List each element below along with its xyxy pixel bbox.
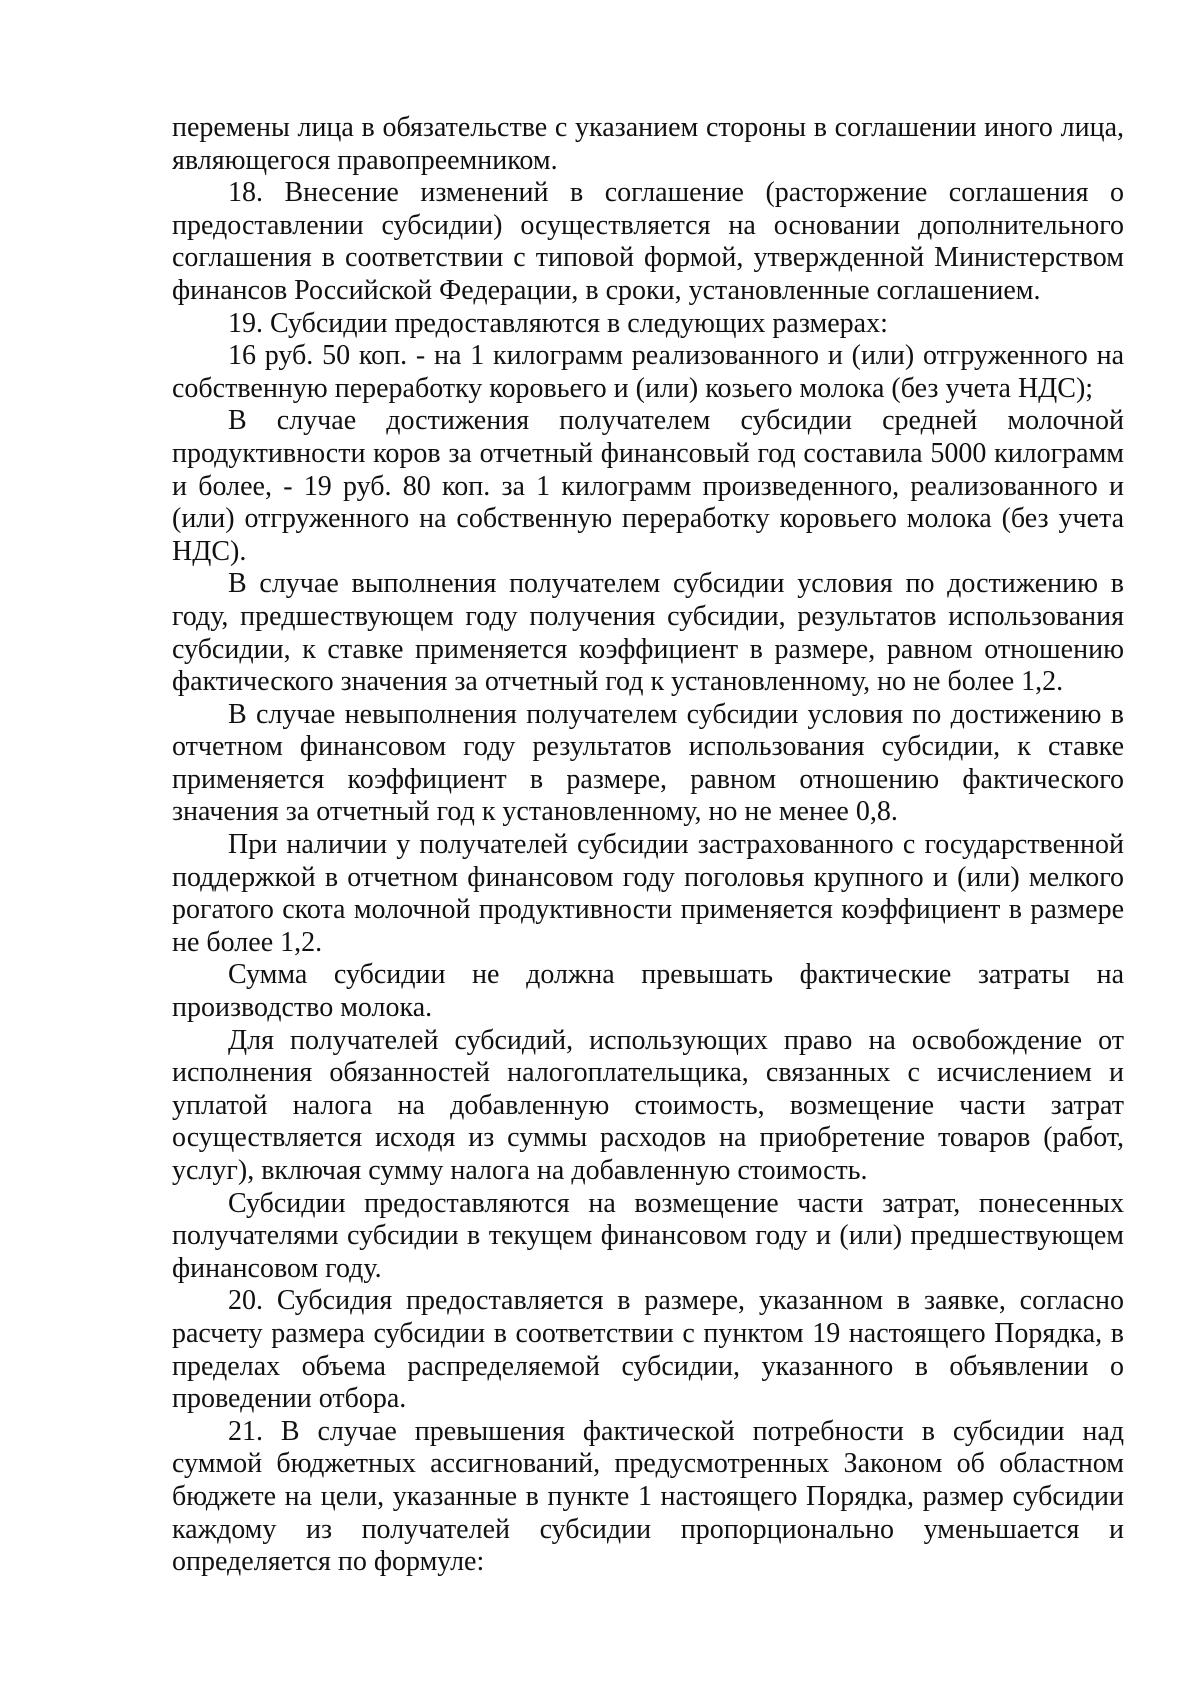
paragraph-coefficient-fulfillment: В случае выполнения получателем субсидии условия по достижению в году, предшествующем году получения субсидии, результатов использования субсидии, к ставке применяется коэффициент в размере, равном отношению фактического значения за отчетный год к установленному, но не более 1,2. — [172, 568, 1124, 698]
paragraph-rate-basic: 16 руб. 50 коп. - на 1 килограмм реализованного и (или) отгруженного на собственную переработку коровьего и (или) козьего молока (без учета НДС); — [172, 340, 1124, 404]
paragraph-coefficient-insurance: При наличии у получателей субсидии застрахованного с государственной поддержкой в отчетном финансовом году поголовья крупного и (или) мелкого рогатого скота молочной продуктивности применяется коэффициент в размере не более 1,2. — [172, 829, 1124, 958]
paragraph-continuation: перемены лица в обязательстве с указанием стороны в соглашении иного лица, являющегося правопреемником. — [172, 112, 1124, 176]
paragraph-item-21: 21. В случае превышения фактической потребности в субсидии над суммой бюджетных ассигнований, предусмотренных Законом об областном бюджете на цели, указанные в пункте 1 настоящего Порядка, размер субсидии каждому из получателей субсидии пропорционально уменьшается и определяется по формуле: — [172, 1415, 1124, 1578]
paragraph-subsidy-limit: Сумма субсидии не должна превышать фактические затраты на производство молока. — [172, 959, 1124, 1024]
paragraph-rate-high-productivity: В случае достижения получателем субсидии средней молочной продуктивности коров за отчетный финансовый год составила 5000 килограмм и более, - 19 руб. 80 коп. за 1 килограмм произведенного, реализованного и (или) отгруженного на собственную переработку коровьего молока (без учета НДС). — [172, 405, 1124, 567]
paragraph-item-19: 19. Субсидии предоставляются в следующих размерах: — [228, 307, 888, 339]
paragraph-coefficient-nonfulfillment: В случае невыполнения получателем субсидии условия по достижению в отчетном финансовом году результатов использования субсидии, к ставке применяется коэффициент в размере, равном отношению фактического значения за отчетный год к установленному, но не менее 0,8. — [172, 698, 1124, 828]
paragraph-vat-exemption: Для получателей субсидий, использующих право на освобождение от исполнения обязанностей налогоплательщика, связанных с исчислением и уплатой налога на добавленную стоимость, возмещение части затрат осуществляется исходя из суммы расходов на приобретение товаров (работ, услуг), включая сумму налога на добавленную стоимость. — [172, 1024, 1124, 1186]
paragraph-compensation-period: Субсидии предоставляются на возмещение части затрат, понесенных получателями субсидии в текущем финансовом году и (или) предшествующем финансовом году. — [172, 1187, 1124, 1284]
paragraph-item-18: 18. Внесение изменений в соглашение (расторжение соглашения о предоставлении субсидии) осуществляется на основании дополнительного соглашения в соответствии с типовой формой, утвержденной Министерством финансов Российской Федерации, в сроки, установленные соглашением. — [172, 177, 1124, 306]
document-body — [172, 112, 1124, 1579]
paragraph-item-20: 20. Субсидия предоставляется в размере, указанном в заявке, согласно расчету размера субсидии в соответствии с пунктом 19 настоящего Порядка, в пределах объема распределяемой субсидии, указанного в объявлении о проведении отбора. — [172, 1285, 1124, 1415]
